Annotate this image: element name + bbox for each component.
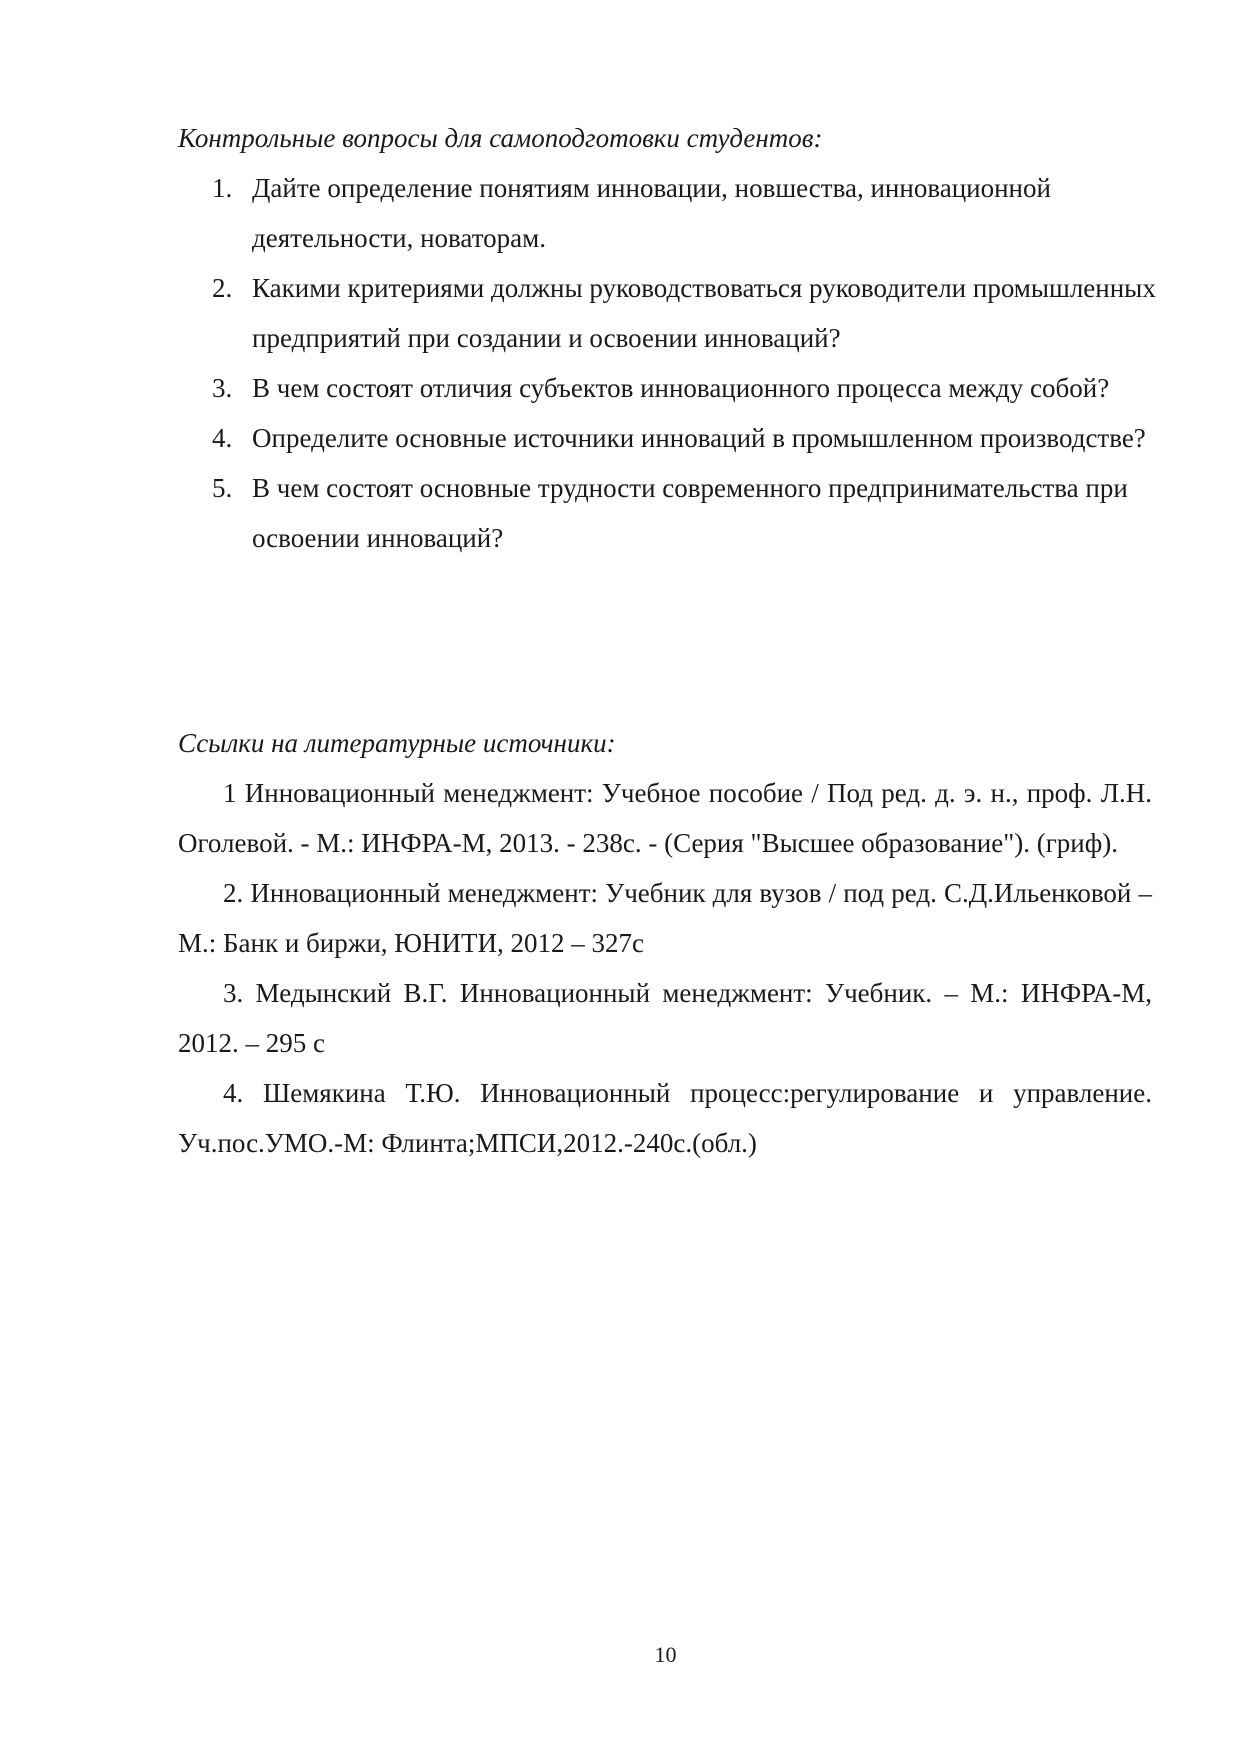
question-text: В чем состоят основные трудности современного предпринимательства при освоении инноваций? [252,473,1128,553]
reference-item: 3. Медынский В.Г. Инновационный менеджмент: Учебник. – М.: ИНФРА-М, 2012. – 295 с [178,978,1152,1058]
question-item [212,263,1162,363]
reference-item: 4. Шемякина Т.Ю. Инновационный процесс:регулирование и управление. Уч.пос.УМО.-М: Флинта;МПСИ,2012.-240с.(обл.) [178,1078,1152,1158]
questions-list [212,163,1162,563]
question-text: Какими критериями должны руководствоваться руководители промышленных предприятий при создании и освоении инноваций? [252,273,1156,353]
question-number: 2. [212,273,233,303]
reference-item: 1 Инновационный менеджмент: Учебное пособие / Под ред. д. э. н., проф. Л.Н. Оголевой. - М.: ИНФРА-М, 2013. - 238с. - (Серия "Высшее образование"). (гриф). [178,778,1152,858]
question-text: Дайте определение понятиям инновации, новшества, инновационной деятельности, новаторам. [252,173,1051,253]
references-list [178,768,1152,1168]
questions-heading: Контрольные вопросы для самоподготовки студентов: [178,123,823,153]
question-number: 4. [212,423,233,453]
question-number: 3. [212,373,233,403]
question-item [212,463,1162,563]
references-heading: Ссылки на литературные источники: [178,728,616,758]
page-number: 10 [654,1642,677,1667]
question-item [212,363,1162,413]
reference-item: 2. Инновационный менеджмент: Учебник для вузов / под ред. С.Д.Ильенковой – М.: Банк и биржи, ЮНИТИ, 2012 – 327с [178,878,1152,958]
question-number: 5. [212,473,233,503]
question-item [212,413,1162,463]
question-item [212,163,1162,263]
question-text: В чем состоят отличия субъектов инновационного процесса между собой? [252,373,1110,403]
question-number: 1. [212,173,233,203]
question-text: Определите основные источники инноваций в промышленном производстве? [252,423,1146,453]
